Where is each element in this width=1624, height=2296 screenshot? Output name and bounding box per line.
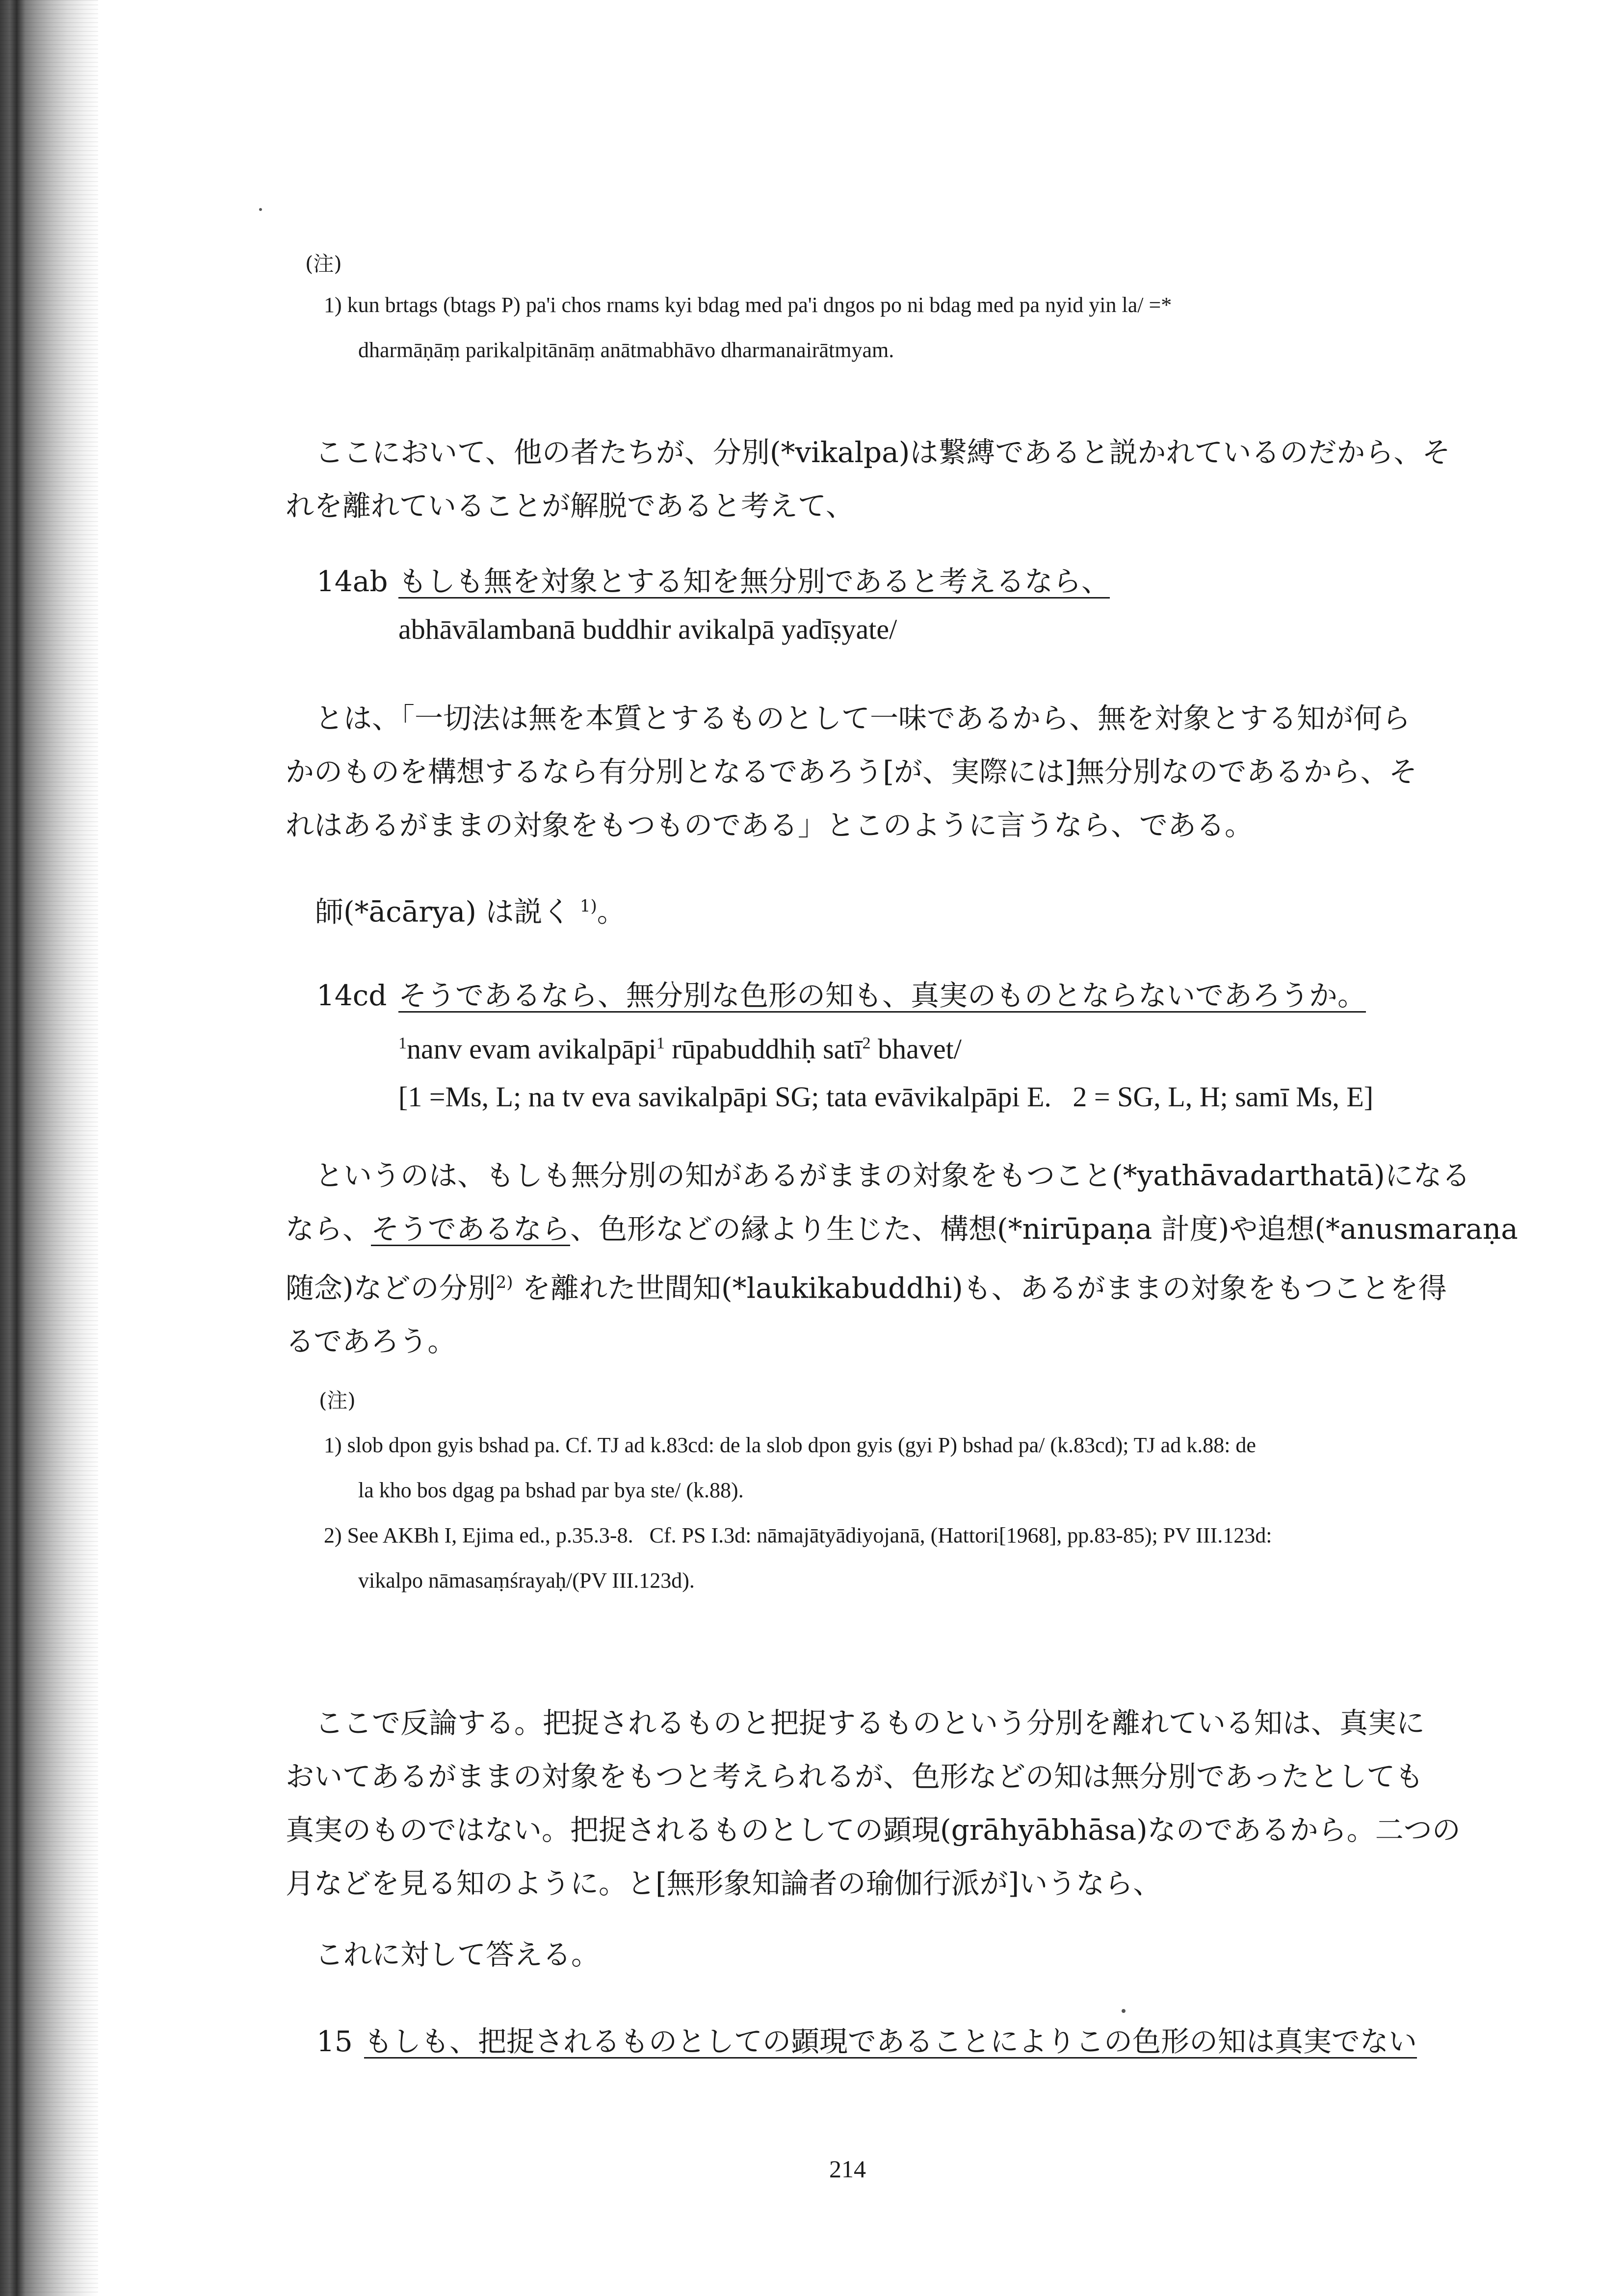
verse-14cd — [398, 971, 1373, 1121]
notes-heading-1: (注) — [305, 252, 342, 276]
footnotes-2 — [324, 1423, 1272, 1603]
sanskrit-part-b: rūpabuddhiḥ satī — [664, 1033, 863, 1065]
book-spine-shadow — [0, 0, 98, 2296]
verse-14cd-variants: [1 =Ms, L; na tv eva savikalpāpi SG; tata evāvikalpāpi E. 2 = SG, L, H; samī Ms, E] — [398, 1081, 1374, 1113]
footnote-2-1-line-1: 1) slob dpon gyis bshad pa. Cf. TJ ad k.83cd: de la slob dpon gyis (gyi P) bshad pa/ (k.83cd); TJ ad k.88: de — [324, 1433, 1256, 1457]
sanskrit-part-c: bhavet/ — [870, 1033, 962, 1065]
footnote-ref-1: 1) — [579, 896, 597, 916]
paragraph-4-line-3: 随念)などの分別$^{2)}$ を離れた世間知(*laukikabuddhi)も、あるがままの対象をもつことを得 — [286, 1271, 1447, 1305]
footnote-2-2-line-1: 2) See AKBh I, Ejima ed., p.35.3-8. Cf. PS I.3d: nāmajātyādiyojanā, (Hattori[1968], pp.83-85); PV III.123d: — [324, 1523, 1272, 1547]
paragraph-1-line-1: ここにおいて、他の者たちが、分別(*vikalpa)は繋縛であると説かれているのだから、そ — [315, 436, 1451, 469]
footnote-2-1-line-2: la kho bos dgag pa bshad par bya ste/ (k.88). — [358, 1478, 744, 1502]
sup-marker-2: 2 — [862, 1034, 871, 1052]
paragraph-3-end: 。 — [597, 895, 626, 929]
verse-14ab — [398, 557, 1110, 653]
verse-14cd-label: 14cd — [316, 979, 387, 1012]
verse-15-japanese: もしも、把捉されるものとしての顕現であることによりこの色形の知は真実でない — [364, 2025, 1417, 2058]
footnote-ref-2: 2) — [496, 1273, 513, 1292]
paragraph-5-line-3: 真実のものではない。把捉されるものとしての顕現(grāhyābhāsa)なのであるから。二つの — [286, 1813, 1461, 1847]
verse-15 — [364, 2017, 1417, 2065]
paragraph-4-line-2: なら、そうであるなら、色形などの縁より生じた、構想(*nirūpaṇa 計度)や追想(*anusmaraṇa — [286, 1212, 1518, 1246]
paragraph-3-text: 師(*ācārya) は説く — [315, 895, 571, 929]
sup-marker-1b: 1 — [656, 1034, 665, 1052]
paragraph-2-line-2: かのものを構想するなら有分別となるであろう[が、実際には]無分別なのであるから、そ — [286, 755, 1417, 788]
verse-15-label: 15 — [316, 2025, 353, 2058]
paragraph-1-line-2: れを離れていることが解脱であると考えて、 — [286, 489, 854, 522]
paragraph-3 — [315, 880, 626, 939]
paragraph-5-line-4: 月などを見る知のように。と[無形象知論者の瑜伽行派が]いうなら、 — [286, 1867, 1162, 1900]
verse-14ab-japanese: もしも無を対象とする知を無分別であると考えるなら、 — [398, 565, 1110, 598]
footnote-1 — [324, 283, 1172, 373]
notes-heading-2: (注) — [319, 1388, 356, 1412]
paragraph-1 — [286, 426, 1450, 533]
verse-14ab-label: 14ab — [316, 565, 388, 598]
paragraph-5 — [286, 1696, 1461, 1910]
paragraph-2-line-1: とは、「一切法は無を本質とするものとして一味であるから、無を対象とする知が何ら — [315, 702, 1411, 735]
scan-speck — [259, 208, 262, 211]
footnote-2-2-line-2: vikalpo nāmasaṃśrayaḥ/(PV III.123d). — [358, 1568, 695, 1592]
paragraph-2 — [286, 692, 1417, 852]
sanskrit-part-a: nanv evam avikalpāpi — [407, 1033, 656, 1065]
underlined-phrase: そうであるなら — [371, 1212, 571, 1246]
verse-14ab-sanskrit: abhāvālambanā buddhir avikalpā yadīṣyate/ — [398, 613, 897, 645]
paragraph-4-line-4: るであろう。 — [286, 1325, 456, 1358]
paragraph-6: これに対して答える。 — [315, 1938, 600, 1971]
sup-marker-1a: 1 — [398, 1034, 407, 1052]
verse-14cd-japanese: そうであるなら、無分別な色形の知も、真実のものとならないであろうか。 — [398, 979, 1366, 1012]
footnote-1-line-2: dharmāṇāṃ parikalpitānāṃ anātmabhāvo dharmanairātmyam. — [358, 338, 894, 362]
scan-speck — [1122, 2009, 1126, 2013]
paragraph-4 — [286, 1149, 1518, 1368]
paragraph-2-line-3: れはあるがままの対象をもつものである」とこのように言うなら、である。 — [286, 809, 1254, 842]
paragraph-4-line-1: というのは、もしも無分別の知があるがままの対象をもつこと(*yathāvadarthatā)になる — [315, 1159, 1470, 1192]
paragraph-5-line-1: ここで反論する。把捉されるものと把捉するものという分別を離れている知は、真実に — [315, 1706, 1425, 1740]
page-number: 214 — [829, 2155, 866, 2183]
footnote-1-line-1: 1) kun brtags (btags P) pa'i chos rnams kyi bdag med pa'i dngos po ni bdag med pa nyid yin la/ =* — [324, 293, 1172, 317]
verse-14cd-sanskrit — [398, 1019, 1373, 1073]
paragraph-5-line-2: おいてあるがままの対象をもつと考えられるが、色形などの知は無分別であったとしても — [286, 1760, 1424, 1793]
